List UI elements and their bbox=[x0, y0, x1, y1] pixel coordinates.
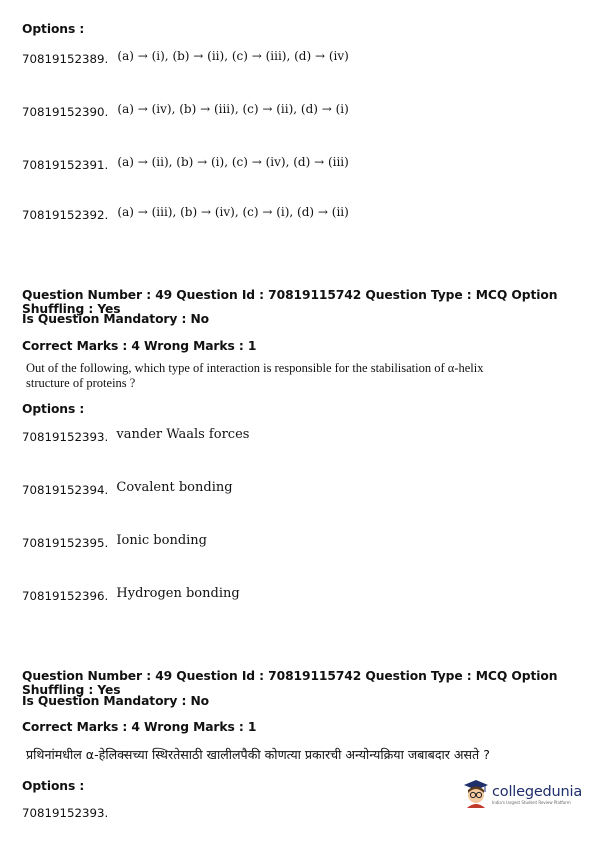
option-text: (a) → (iv), (b) → (iii), (c) → (ii), (d) → (i) bbox=[117, 102, 349, 116]
collegedunia-logo bbox=[463, 779, 582, 809]
mandatory-label: Is Question Mandatory : No bbox=[22, 312, 210, 326]
option-row bbox=[22, 48, 349, 67]
marks-label: Correct Marks : 4 Wrong Marks : 1 bbox=[22, 339, 257, 353]
question-header: Question Number : 49 Question Id : 70819115742 Question Type : MCQ Option Shuffling : Yes bbox=[22, 288, 558, 316]
option-id: 70819152393. bbox=[22, 430, 109, 444]
option-id: 70819152393. bbox=[22, 806, 109, 820]
option-text: (a) → (iii), (b) → (iv), (c) → (i), (d) → (ii) bbox=[117, 205, 349, 219]
options-label: Options : bbox=[22, 402, 85, 416]
options-label: Options : bbox=[22, 22, 85, 36]
option-row bbox=[22, 532, 207, 551]
question-header: Question Number : 49 Question Id : 70819115742 Question Type : MCQ Option Shuffling : Yes bbox=[22, 669, 558, 697]
option-row bbox=[22, 204, 349, 223]
options-label: Options : bbox=[22, 779, 85, 793]
option-row bbox=[22, 585, 240, 604]
option-id: 70819152394. bbox=[22, 483, 109, 497]
question-text bbox=[26, 361, 484, 391]
student-mascot-icon bbox=[463, 779, 489, 809]
marks-label: Correct Marks : 4 Wrong Marks : 1 bbox=[22, 720, 257, 734]
option-id: 70819152392. bbox=[22, 208, 109, 222]
logo-tagline: India's largest Student Review Platform bbox=[492, 799, 571, 805]
option-id: 70819152395. bbox=[22, 536, 109, 550]
option-row bbox=[22, 426, 249, 445]
option-row bbox=[22, 479, 233, 498]
option-text: (a) → (i), (b) → (ii), (c) → (iii), (d) → (iv) bbox=[117, 49, 349, 63]
question-line: Out of the following, which type of interaction is responsible for the stabilisation of α-helix bbox=[26, 361, 484, 375]
option-id: 70819152390. bbox=[22, 105, 109, 119]
option-text: vander Waals forces bbox=[116, 427, 250, 442]
option-text: (a) → (ii), (b) → (i), (c) → (iv), (d) → (iii) bbox=[117, 155, 349, 169]
option-text: Covalent bonding bbox=[116, 480, 233, 495]
option-text: Ionic bonding bbox=[116, 533, 208, 548]
option-id: 70819152389. bbox=[22, 52, 109, 66]
question-text-marathi: प्रथिनांमधील α-हेलिक्सच्या स्थिरतेसाठी खालीलपैकी कोणत्या प्रकारची अन्योन्यक्रिया जबाबदार असते ? bbox=[26, 747, 490, 762]
option-row bbox=[22, 154, 349, 173]
option-id: 70819152391. bbox=[22, 158, 109, 172]
logo-wordmark: collegedunia bbox=[492, 783, 583, 800]
option-text: Hydrogen bonding bbox=[116, 586, 240, 601]
option-row bbox=[22, 101, 349, 120]
option-id: 70819152396. bbox=[22, 589, 109, 603]
question-line: structure of proteins ? bbox=[26, 376, 136, 390]
mandatory-label: Is Question Mandatory : No bbox=[22, 694, 210, 708]
